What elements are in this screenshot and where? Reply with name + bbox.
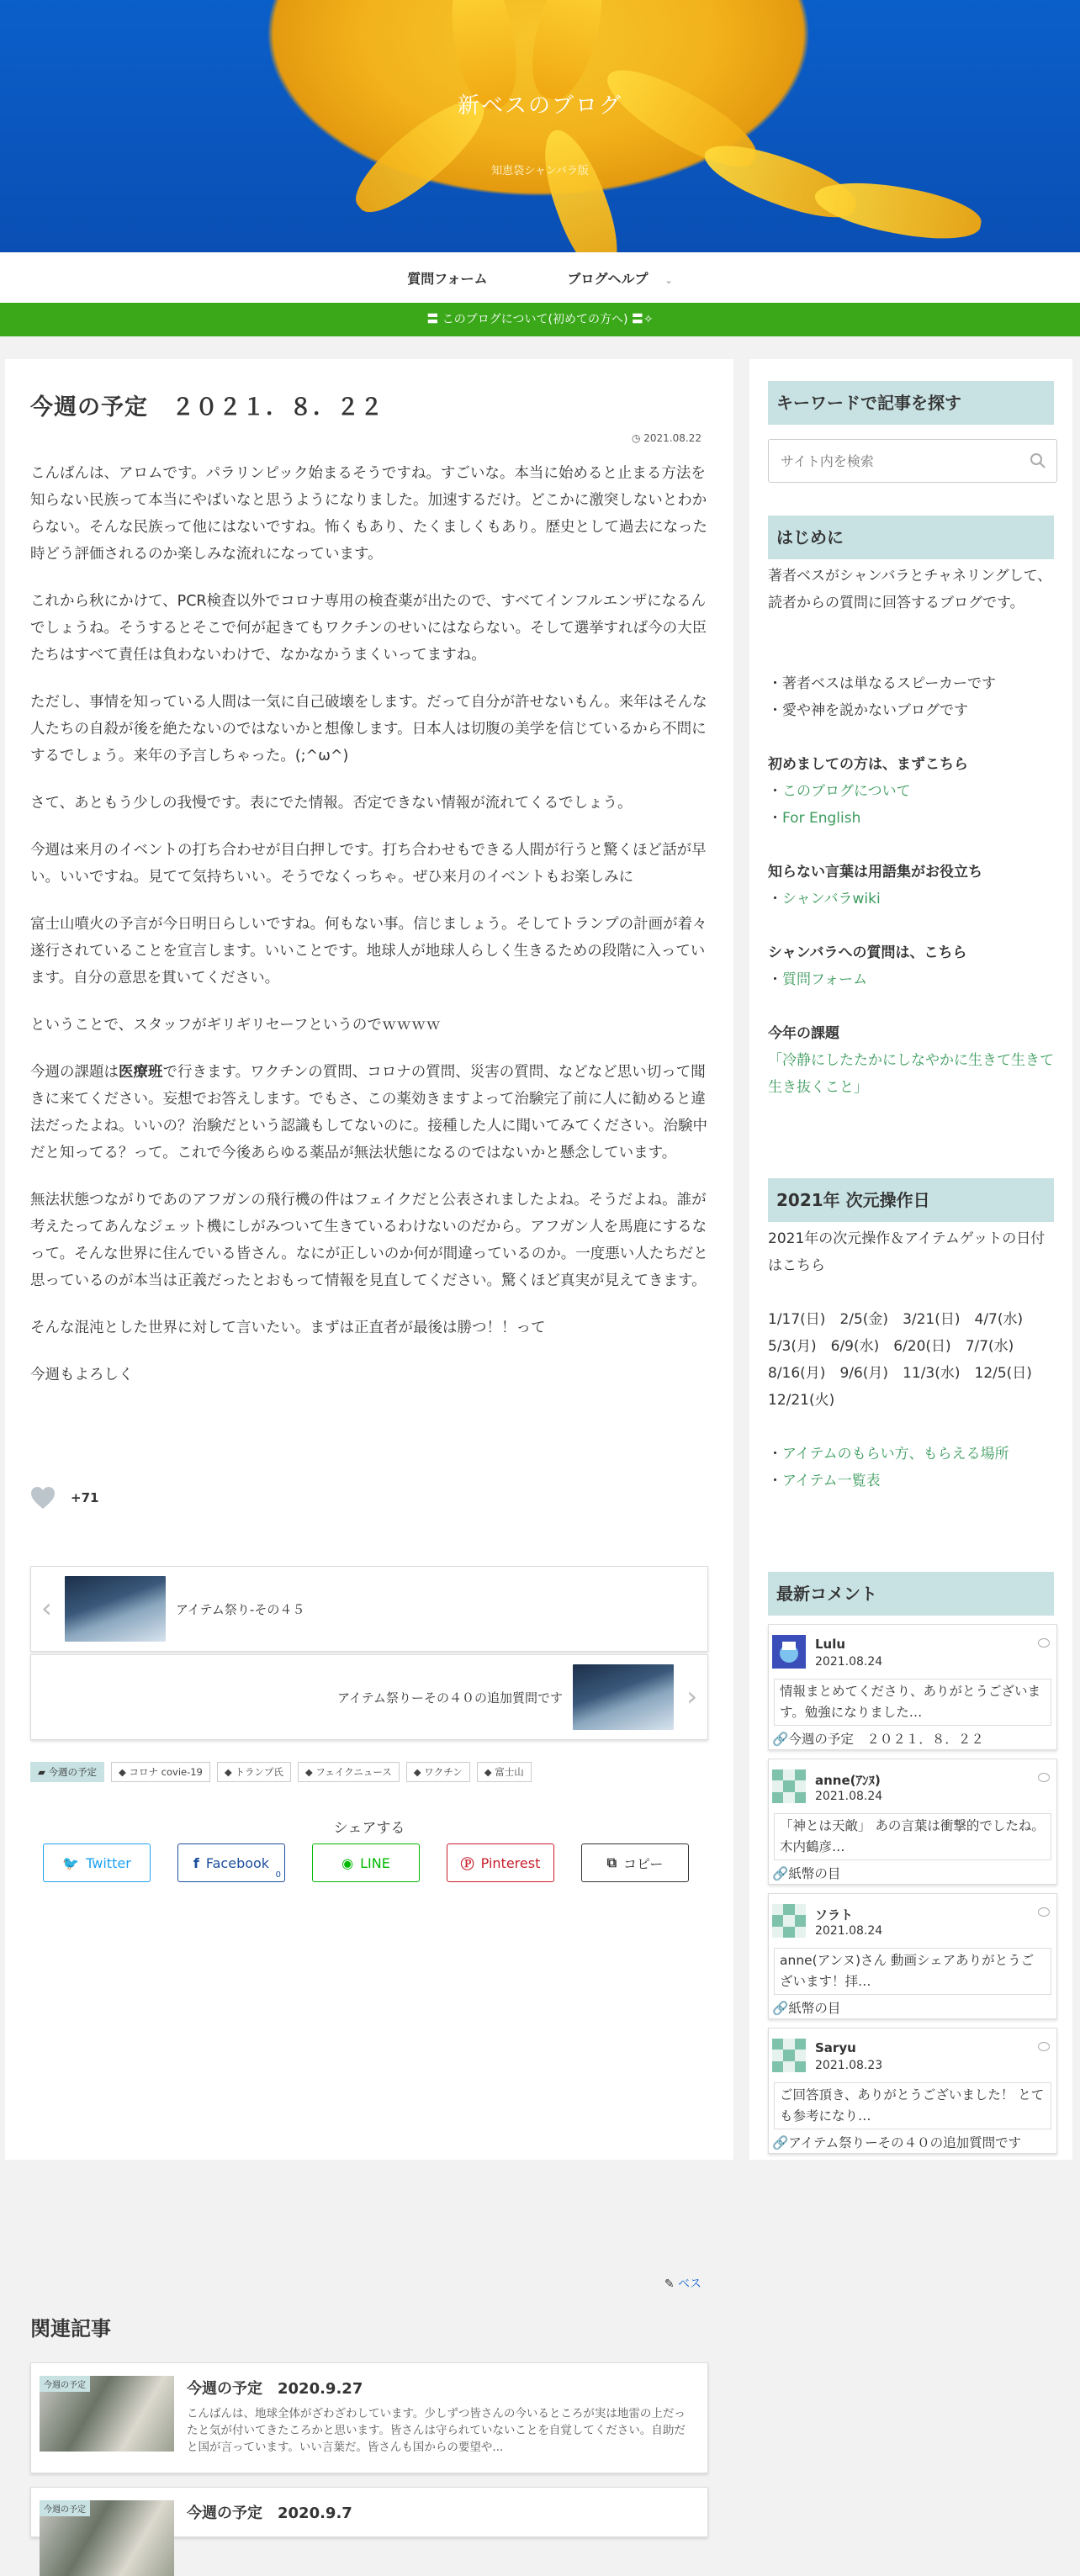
site-title[interactable]: 新ベスのブログ <box>457 93 622 119</box>
tag-icon: ◆ <box>304 1766 316 1778</box>
category-tag[interactable] <box>30 1762 104 1782</box>
tag-icon: ◆ <box>224 1766 236 1778</box>
comment-author: Saryu <box>815 2040 856 2055</box>
post-thumbnail <box>573 1664 674 1730</box>
comment-icon <box>1038 2042 1050 2051</box>
tag-label: コロナ covie-19 <box>129 1766 203 1778</box>
link-item-howto[interactable]: アイテムのもらい方、もらえる場所 <box>782 1446 1009 1463</box>
comment-post-title: アイテム祭りーその４０の追加質問です <box>788 2135 1022 2150</box>
like-area <box>30 1486 98 1510</box>
tag-icon: ◆ <box>484 1766 495 1778</box>
comment-card[interactable] <box>768 1624 1057 1750</box>
tag-icon: ◆ <box>413 1766 425 1778</box>
facebook-icon: f <box>193 1854 199 1871</box>
tag-icon: ◆ <box>119 1766 130 1778</box>
dimension-dates: 1/17(日) 2/5(金) 3/21(日) 4/7(水) 5/3(月) 6/9(水) 6/20(日) 7/7(水) 8/16(月) 9/6(月) 11/3(水) 12/5(日) 12/21(火) <box>768 1311 1046 1409</box>
next-post-card[interactable] <box>30 1654 708 1740</box>
twitter-share-button[interactable] <box>43 1843 151 1882</box>
article-body <box>30 460 708 1409</box>
post-date-value: 2021.08.22 <box>643 432 701 444</box>
nav-item-blog-help[interactable] <box>567 268 672 288</box>
comment-icon <box>1038 1773 1050 1782</box>
comment-post-link[interactable] <box>772 1864 840 1882</box>
intro-bullet: ・愛や神を説かないブログです <box>768 702 968 719</box>
chevron-right-icon: › <box>686 1680 697 1712</box>
line-icon: ◉ <box>341 1854 354 1871</box>
comment-date: 2021.08.23 <box>815 2059 883 2072</box>
comment-excerpt: anne(アンヌ)さん 動画シェアありがとうございます！拝… <box>774 1948 1051 1995</box>
site-tagline: 知恵袋シャンバラ版 <box>491 165 589 177</box>
article-paragraph: これから秋にかけて、PCR検査以外でコロナ専用の検査薬が出たので、すべてインフルエンザになるんでしょうね。そうするとそこで何が起きてもワクチンのせいにはならない。そして選挙すれば今の大臣たちはすべて責任は負わないわけで、なかなかうまくいってますね。 <box>30 593 707 664</box>
comment-icon <box>1038 1907 1050 1917</box>
comments-widget-heading: 最新コメント <box>768 1572 1054 1616</box>
comment-author: anne(ｱﾝﾇ) <box>815 1773 881 1788</box>
link-icon: 🔗 <box>772 1866 789 1881</box>
share-label: LINE <box>360 1854 390 1871</box>
question-section <box>768 939 1057 993</box>
tag-label: 今週の予定 <box>48 1766 97 1778</box>
search-icon[interactable] <box>1030 452 1046 469</box>
pinterest-icon: Ⓟ <box>460 1855 474 1872</box>
chevron-left-icon: ‹ <box>41 1592 52 1624</box>
text-segment: で行きます。ワクチンの質問、コロナの質問、災害の質問、などなど思い切って聞きに来てください。妄想でお答えします。でもさ、この薬効きますよって治験完了前に人に勧めると違法だったよね。いいの？治験だという認識もしてないのに。接種した人に聞いてみてください。治験中だと知ってる？って。これで今後あらゆる薬品が無法状態になるのではないかと懸念しています。 <box>30 1064 707 1161</box>
notice-bar[interactable]: 〓 このブログについて(初めての方へ) 〓✧ <box>0 303 1080 336</box>
link-wiki[interactable]: シャンバラwiki <box>782 891 881 907</box>
like-count: +71 <box>71 1490 99 1505</box>
article-paragraph: 今週もよろしく <box>30 1367 134 1383</box>
question-heading: シャンバラへの質問は、こちら <box>768 944 967 961</box>
bullet: ・ <box>768 891 782 907</box>
article-paragraph: 今週は来月のイベントの打ち合わせが目白押しです。打ち合わせもできる人間が行うと驚くほど話が早い。いいですね。見てて気持ちいい。そうでなくっちゃ。ぜひ来月のイベントもお楽しみに <box>30 842 707 886</box>
comment-date: 2021.08.24 <box>815 1790 883 1803</box>
pinterest-share-button[interactable] <box>447 1843 554 1882</box>
author-name[interactable]: ベス <box>678 2277 701 2291</box>
related-category: 今週の予定 <box>40 2376 90 2392</box>
first-visit-heading: 初めましての方は、まずこちら <box>768 756 968 773</box>
comment-excerpt: ご回答頂き、ありがとうございました！ とても参考になり… <box>774 2082 1051 2129</box>
main-article <box>5 359 733 2522</box>
link-english[interactable]: For English <box>782 810 861 827</box>
comment-card[interactable] <box>768 1759 1057 1885</box>
heart-icon[interactable] <box>30 1486 56 1510</box>
post-date <box>632 432 701 444</box>
comment-post-title: 今週の予定 ２０２１．８．２２ <box>788 1732 984 1747</box>
tag[interactable] <box>298 1762 400 1782</box>
nav-item-label: ブログヘルプ <box>567 270 649 287</box>
bullet: ・ <box>768 1446 782 1463</box>
chevron-down-icon: ⌄ <box>664 274 673 286</box>
line-share-button[interactable] <box>312 1843 420 1882</box>
pencil-icon: ✎ <box>664 2277 678 2291</box>
article-title: 今週の予定 ２０２１．８．２２ <box>30 394 384 421</box>
article-paragraph: そんな混沌とした世界に対して言いたい。まずは正直者が最後は勝つ！！って <box>30 1320 546 1336</box>
link-icon: 🔗 <box>772 1732 789 1747</box>
dimension-widget-heading: 2021年 次元操作日 <box>768 1178 1054 1222</box>
site-header <box>0 0 1080 252</box>
intro-widget-heading: はじめに <box>768 516 1054 559</box>
comment-author: ソラト <box>815 1907 854 1923</box>
share-count: 0 <box>275 1870 281 1880</box>
intro-text: 著者ベスがシャンバラとチャネリングして、読者からの質問に回答するブログです。 <box>768 568 1052 611</box>
dimension-text: 2021年の次元操作＆アイテムゲットの日付はこちら <box>768 1230 1046 1274</box>
tag-label: 富士山 <box>495 1766 524 1778</box>
text-segment: 今週の課題は <box>30 1064 119 1081</box>
link-question-form[interactable]: 質問フォーム <box>782 971 868 988</box>
article-paragraph: 無法状態つながりであのアフガンの飛行機の件はフェイクだと公表されましたよね。そうだよね。誰が考えたってあんなジェット機にしがみついて生きているわけないのだから。アフガン人を馬鹿にするなって。そんな世界に住んでいる皆さん。なにが正しいのか何が間違っているのか。一度悪い人たちだと思っているのが本当は正義だったとおもって情報を見直してください。驚くほど真実が見えてきます。 <box>30 1192 708 1289</box>
sunflower-petal <box>811 173 985 248</box>
first-visit-section <box>768 751 1057 832</box>
intro-bullet: ・著者ベスは単なるスピーカーです <box>768 675 996 692</box>
share-label: コピー <box>623 1855 664 1872</box>
article-paragraph: ということで、スタッフがギリギリセーフというのでｗｗｗｗ <box>30 1017 441 1034</box>
comment-excerpt: 情報まとめてくださり、ありがとうございます。勉強になりました… <box>774 1679 1051 1726</box>
copy-icon: ⧉ <box>606 1854 617 1870</box>
comment-post-link[interactable] <box>772 1729 984 1748</box>
share-heading: シェアする <box>333 1820 405 1837</box>
post-thumbnail <box>65 1576 166 1642</box>
twitter-icon: 🐦 <box>62 1854 80 1871</box>
comment-date: 2021.08.24 <box>815 1924 883 1938</box>
article-paragraph-medical <box>30 1059 708 1166</box>
comment-card[interactable] <box>768 1893 1057 2019</box>
comment-post-link[interactable] <box>772 1998 840 2017</box>
bullet: ・ <box>768 810 782 827</box>
avatar <box>772 1769 806 1803</box>
related-heading: 関連記事 <box>30 2317 111 2341</box>
bullet: ・ <box>768 783 782 800</box>
comment-author: Lulu <box>815 1637 846 1652</box>
search-widget-heading: キーワードで記事を探す <box>768 381 1054 425</box>
glossary-heading: 知らない言葉は用語集がお役立ち <box>768 864 982 881</box>
related-card[interactable] <box>30 2362 708 2473</box>
prev-post-label: アイテム祭り-その４５ <box>176 1601 305 1617</box>
link-icon: 🔗 <box>772 2135 789 2150</box>
link-theme[interactable]: 「冷静にしたたかにしなやかに生きて生きて生き抜くこと」 <box>768 1052 1054 1096</box>
related-category: 今週の予定 <box>40 2500 90 2516</box>
search-input[interactable] <box>781 453 1016 469</box>
link-icon: 🔗 <box>772 2001 789 2016</box>
facebook-share-button[interactable] <box>177 1843 285 1882</box>
related-excerpt: こんばんは、地球全体がざわざわしています。少しずつ皆さんの今いるところが実は地雷の上だったと気が付いてきたころかと思います。皆さんは守られていないことを自覚してください。自助だと国が言っています。いい言葉だ。皆さんも国からの要望や... <box>187 2407 686 2454</box>
tag[interactable] <box>477 1762 532 1782</box>
bullet: ・ <box>768 1473 782 1489</box>
bold-text: 医療班 <box>119 1064 163 1081</box>
article-paragraph: こんばんは、アロムです。パラリンピック始まるそうですね。すごいな。本当に始めると止まる方法を知らない民族って本当にやばいなと思うようになりました。加速するだけ。どこかに激突しないとわからない。そんな民族って他にはないですね。怖くもあり、たくましくもあり。歴史として過去になった時どう評価されるのか楽しみな流れになっています。 <box>30 465 707 563</box>
article-paragraph: 富士山噴火の予言が今日明日らしいですね。何もない事。信じましょう。そしてトランプの計画が着々遂行されていることを宣言します。いいことです。地球人が地球人らしく生きるための段階に入っています。自分の意思を貫いてください。 <box>30 916 707 986</box>
copy-share-button[interactable] <box>581 1843 689 1882</box>
avatar <box>772 1904 806 1938</box>
comment-excerpt: 「神とは天敵」 あの言葉は衝撃的でしたね。木内鶴彦… <box>774 1813 1051 1860</box>
author-link[interactable] <box>664 2275 701 2292</box>
related-card[interactable] <box>30 2487 708 2537</box>
dimension-links <box>768 1441 1057 1494</box>
prev-post-card[interactable] <box>30 1566 708 1652</box>
avatar <box>772 2039 806 2072</box>
comment-post-title: 紙幣の目 <box>788 2001 841 2016</box>
article-paragraph: ただし、事情を知っている人間は一気に自己破壊をします。だって自分が許せないもん。来年はそんな人たちの自殺が後を絶たないのではないかと想像します。日本人は切腹の美学を信じているから不問にするでしょう。来年の予言しちゃった。(;^ω^) <box>30 694 707 764</box>
search-box[interactable] <box>768 439 1057 483</box>
link-item-list[interactable]: アイテム一覧表 <box>782 1473 881 1489</box>
nav-item-question-form[interactable]: 質問フォーム <box>407 270 488 287</box>
tag-list <box>30 1762 532 1782</box>
comment-icon <box>1038 1638 1050 1648</box>
tag[interactable] <box>406 1762 470 1782</box>
tag-label: フェイクニュース <box>315 1766 392 1778</box>
comment-date: 2021.08.24 <box>815 1655 883 1669</box>
comment-post-title: 紙幣の目 <box>788 1866 841 1881</box>
link-about-blog[interactable]: このブログについて <box>782 783 911 800</box>
glossary-section <box>768 859 1057 912</box>
share-label: Facebook <box>205 1854 270 1871</box>
tag-label: ワクチン <box>424 1766 463 1778</box>
next-post-label: アイテム祭りーその４０の追加質問です <box>337 1690 563 1706</box>
theme-heading: 今年の課題 <box>768 1025 839 1042</box>
sidebar <box>749 359 1072 2160</box>
share-buttons <box>43 1843 689 1882</box>
related-title: 今週の予定 2020.9.7 <box>187 2505 352 2522</box>
tag[interactable] <box>111 1762 210 1782</box>
comment-card[interactable] <box>768 2028 1057 2154</box>
tag[interactable] <box>217 1762 291 1782</box>
related-title: 今週の予定 2020.9.27 <box>187 2380 363 2398</box>
bullet: ・ <box>768 971 782 988</box>
tag-label: トランプ氏 <box>235 1766 283 1778</box>
avatar <box>772 1635 806 1669</box>
share-label: Pinterest <box>480 1854 541 1871</box>
folder-icon: ▰ <box>38 1766 49 1778</box>
theme-section <box>768 1020 1057 1101</box>
comment-post-link[interactable] <box>772 2133 1021 2151</box>
clock-icon: ◷ <box>631 432 644 444</box>
share-label: Twitter <box>86 1854 131 1871</box>
global-nav <box>0 252 1080 303</box>
article-paragraph: さて、あともう少しの我慢です。表にでた情報。否定できない情報が流れてくるでしょう。 <box>30 795 633 812</box>
